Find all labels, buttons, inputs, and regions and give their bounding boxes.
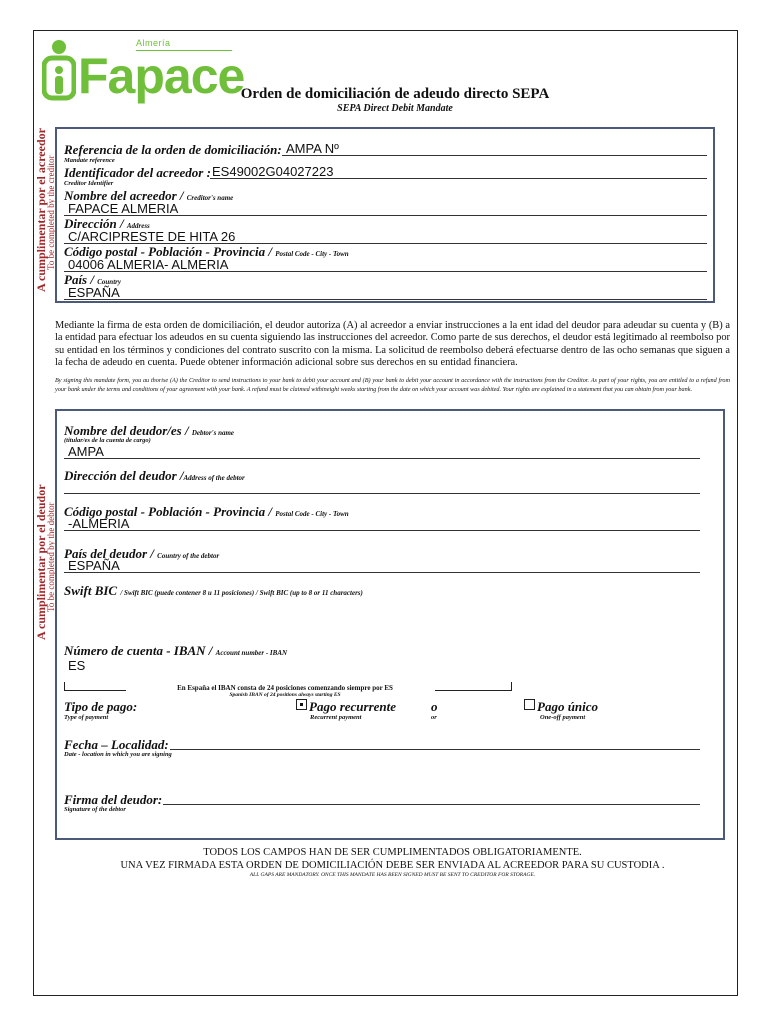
or-label: o [431,699,438,714]
debtor-country-label-text: País del deudor / [64,546,154,561]
creditor-side-label: A cumplimentar por el acreedor [34,128,48,292]
iban-note: En España el IBAN consta de 24 posiciones comenzando siempre por ES [177,684,393,692]
logo-subtitle: Almería [136,38,171,48]
creditor-name-value[interactable]: FAPACE ALMERIA [68,201,179,216]
creditor-postal-label-text: Código postal - Población - Provincia / [64,244,272,259]
debtor-address-sublabel: Address of the debtor [183,474,245,482]
creditor-address-sublabel: Address [126,222,150,230]
swift-label-text: Swift BIC [64,583,118,598]
legal-text-es: Mediante la firma de esta orden de domiciliación, el deudor autoriza (A) al acreedor a enviar instrucciones a la ent idad del deudor para adeudar su cuenta y (B) a la entidad para efectuar los adeudos en su cuenta siguiendo las instrucciones del acreedor. Como parte de sus derechos, el deudor está legitimado al reembolso por su entidad en los términos y condiciones del contrato suscrito con la misma. La solicitud de reembolso deberá efectuarse dentro de las ocho semanas que siguen a la fecha de adeudo en cuenta. Puede obtener información adicional sobre sus derechos en su entidad financiera. [55,320,730,369]
oneoff-payment-checkbox[interactable] [524,699,535,710]
mandate-reference-line [282,155,707,156]
or-sublabel: or [431,714,437,721]
creditor-address-label-text: Dirección / [64,216,124,231]
creditor-name-line [64,215,707,216]
footer-english-notice: ALL GAPS ARE MANDATORY. ONCE THIS MANDATE HAS BEEN SIGNED MUST BE SENT TO CREDITOR FOR STORAGE. [249,872,536,878]
signature-label: Firma del deudor: [64,792,163,807]
creditor-address-value[interactable]: C/ARCIPRESTE DE HITA 26 [68,229,236,244]
creditor-postal-value[interactable]: 04006 ALMERIA- ALMERIA [68,257,229,272]
logo-wordmark: Fapace [78,48,245,104]
creditor-id-value[interactable]: ES49002G04027223 [212,164,334,179]
creditor-id-sublabel: Creditor Identifier [64,180,114,187]
oneoff-payment-label: Pago único [537,699,599,714]
debtor-name-label-text: Nombre del deudor/es / [64,423,189,438]
mandate-reference-sublabel: Mandate reference [64,157,115,164]
iban-bracket-right [435,682,512,691]
debtor-side-label: A cumplimentar por el deudor [34,484,48,640]
creditor-side-sublabel: To be completed by the creditor [46,155,56,270]
recurrent-payment-sublabel: Recurrent payment [310,714,362,721]
date-location-sublabel: Date - location in which you are signing [64,751,172,758]
swift-label [64,583,363,599]
creditor-postal-line [64,271,707,272]
debtor-name-line [64,458,700,459]
debtor-postal-line [64,530,700,531]
debtor-name-sublabel: Debtor's name [191,429,235,437]
date-location-line[interactable] [170,749,700,750]
page-title: Orden de domiciliación de adeudo directo SEPA [240,86,550,102]
debtor-country-value[interactable]: ESPAÑA [68,558,120,573]
debtor-postal-sublabel: Postal Code - City - Town [275,510,349,518]
debtor-postal-label-text: Código postal - Población - Provincia / [64,504,272,519]
iban-value[interactable]: ES [68,658,86,673]
signature-sublabel: Signature of the debtor [64,806,126,813]
creditor-name-label-text: Nombre del acreedor / [64,188,184,203]
iban-label [64,643,287,659]
fapace-logo [42,36,245,108]
payment-type-sublabel: Type of payment [64,714,109,721]
iban-note-en: Spanish IBAN of 24 positions always starting ES [229,692,341,698]
signature-line[interactable] [163,804,700,805]
debtor-country-sublabel: Country of the debtor [157,552,220,560]
debtor-country-line [64,572,700,573]
recurrent-payment-checkbox[interactable] [296,699,307,710]
iban-label-text: Número de cuenta - IBAN / [64,643,213,658]
debtor-address-line[interactable] [64,493,700,494]
payment-type-label: Tipo de pago: [64,699,138,714]
creditor-name-sublabel: Creditor's name [186,194,234,202]
footer-mandatory-notice: TODOS LOS CAMPOS HAN DE SER CUMPLIMENTADOS OBLIGATORIAMENTE. [203,847,582,858]
debtor-address-label-text: Dirección del deudor / [64,468,184,483]
iban-sublabel: Account number - IBAN [215,649,288,657]
debtor-address-label [64,468,245,484]
mandate-reference-label: Referencia de la orden de domiciliación: [64,142,282,157]
family-logo-icon [42,40,76,102]
creditor-postal-sublabel: Postal Code - City - Town [275,250,349,258]
mandate-reference-value[interactable]: AMPA Nº [286,141,339,156]
iban-bracket-left [64,682,126,691]
debtor-side-sublabel: To be completed by the debtor [46,502,56,612]
creditor-country-line [64,299,707,300]
creditor-id-line [210,178,707,179]
creditor-country-value[interactable]: ESPAÑA [68,285,120,300]
debtor-name-value[interactable]: AMPA [68,444,104,459]
legal-text-en: By signing this mandate form, you au thorise (A) the Creditor to send instructions to your bank to debit your account and (B) your bank to debit your account in accordance with the instructions from the Creditor. As part of your rights, you are entitled to a refund from your bank under the terms and conditions of your agreement with your bank. A refund must be claimed withineight weeks starting from the date on which your account was debited. Your rights are explained in a statement that you can obtain from your bank. [55,377,730,393]
page-subtitle: SEPA Direct Debit Mandate [337,103,453,114]
creditor-country-sublabel: Country [97,278,121,286]
footer-send-notice: UNA VEZ FIRMADA ESTA ORDEN DE DOMICILIACIÓN DEBE SER ENVIADA AL ACREEDOR PARA SU CUSTODIA . [120,860,665,871]
debtor-name-sublabel-2: (titular/es de la cuenta de cargo) [64,437,151,444]
date-location-label: Fecha – Localidad: [64,737,169,752]
oneoff-payment-sublabel: One-off payment [540,714,586,721]
debtor-postal-value[interactable]: -ALMERIA [68,516,130,531]
swift-sublabel: / Swift BIC (puede contener 8 u 11 posiciones) / Swift BIC (up to 8 or 11 characters) [120,589,363,597]
creditor-id-label: Identificador del acreedor : [64,165,211,180]
creditor-country-label-text: País / [64,272,94,287]
recurrent-payment-label: Pago recurrente [309,699,397,714]
